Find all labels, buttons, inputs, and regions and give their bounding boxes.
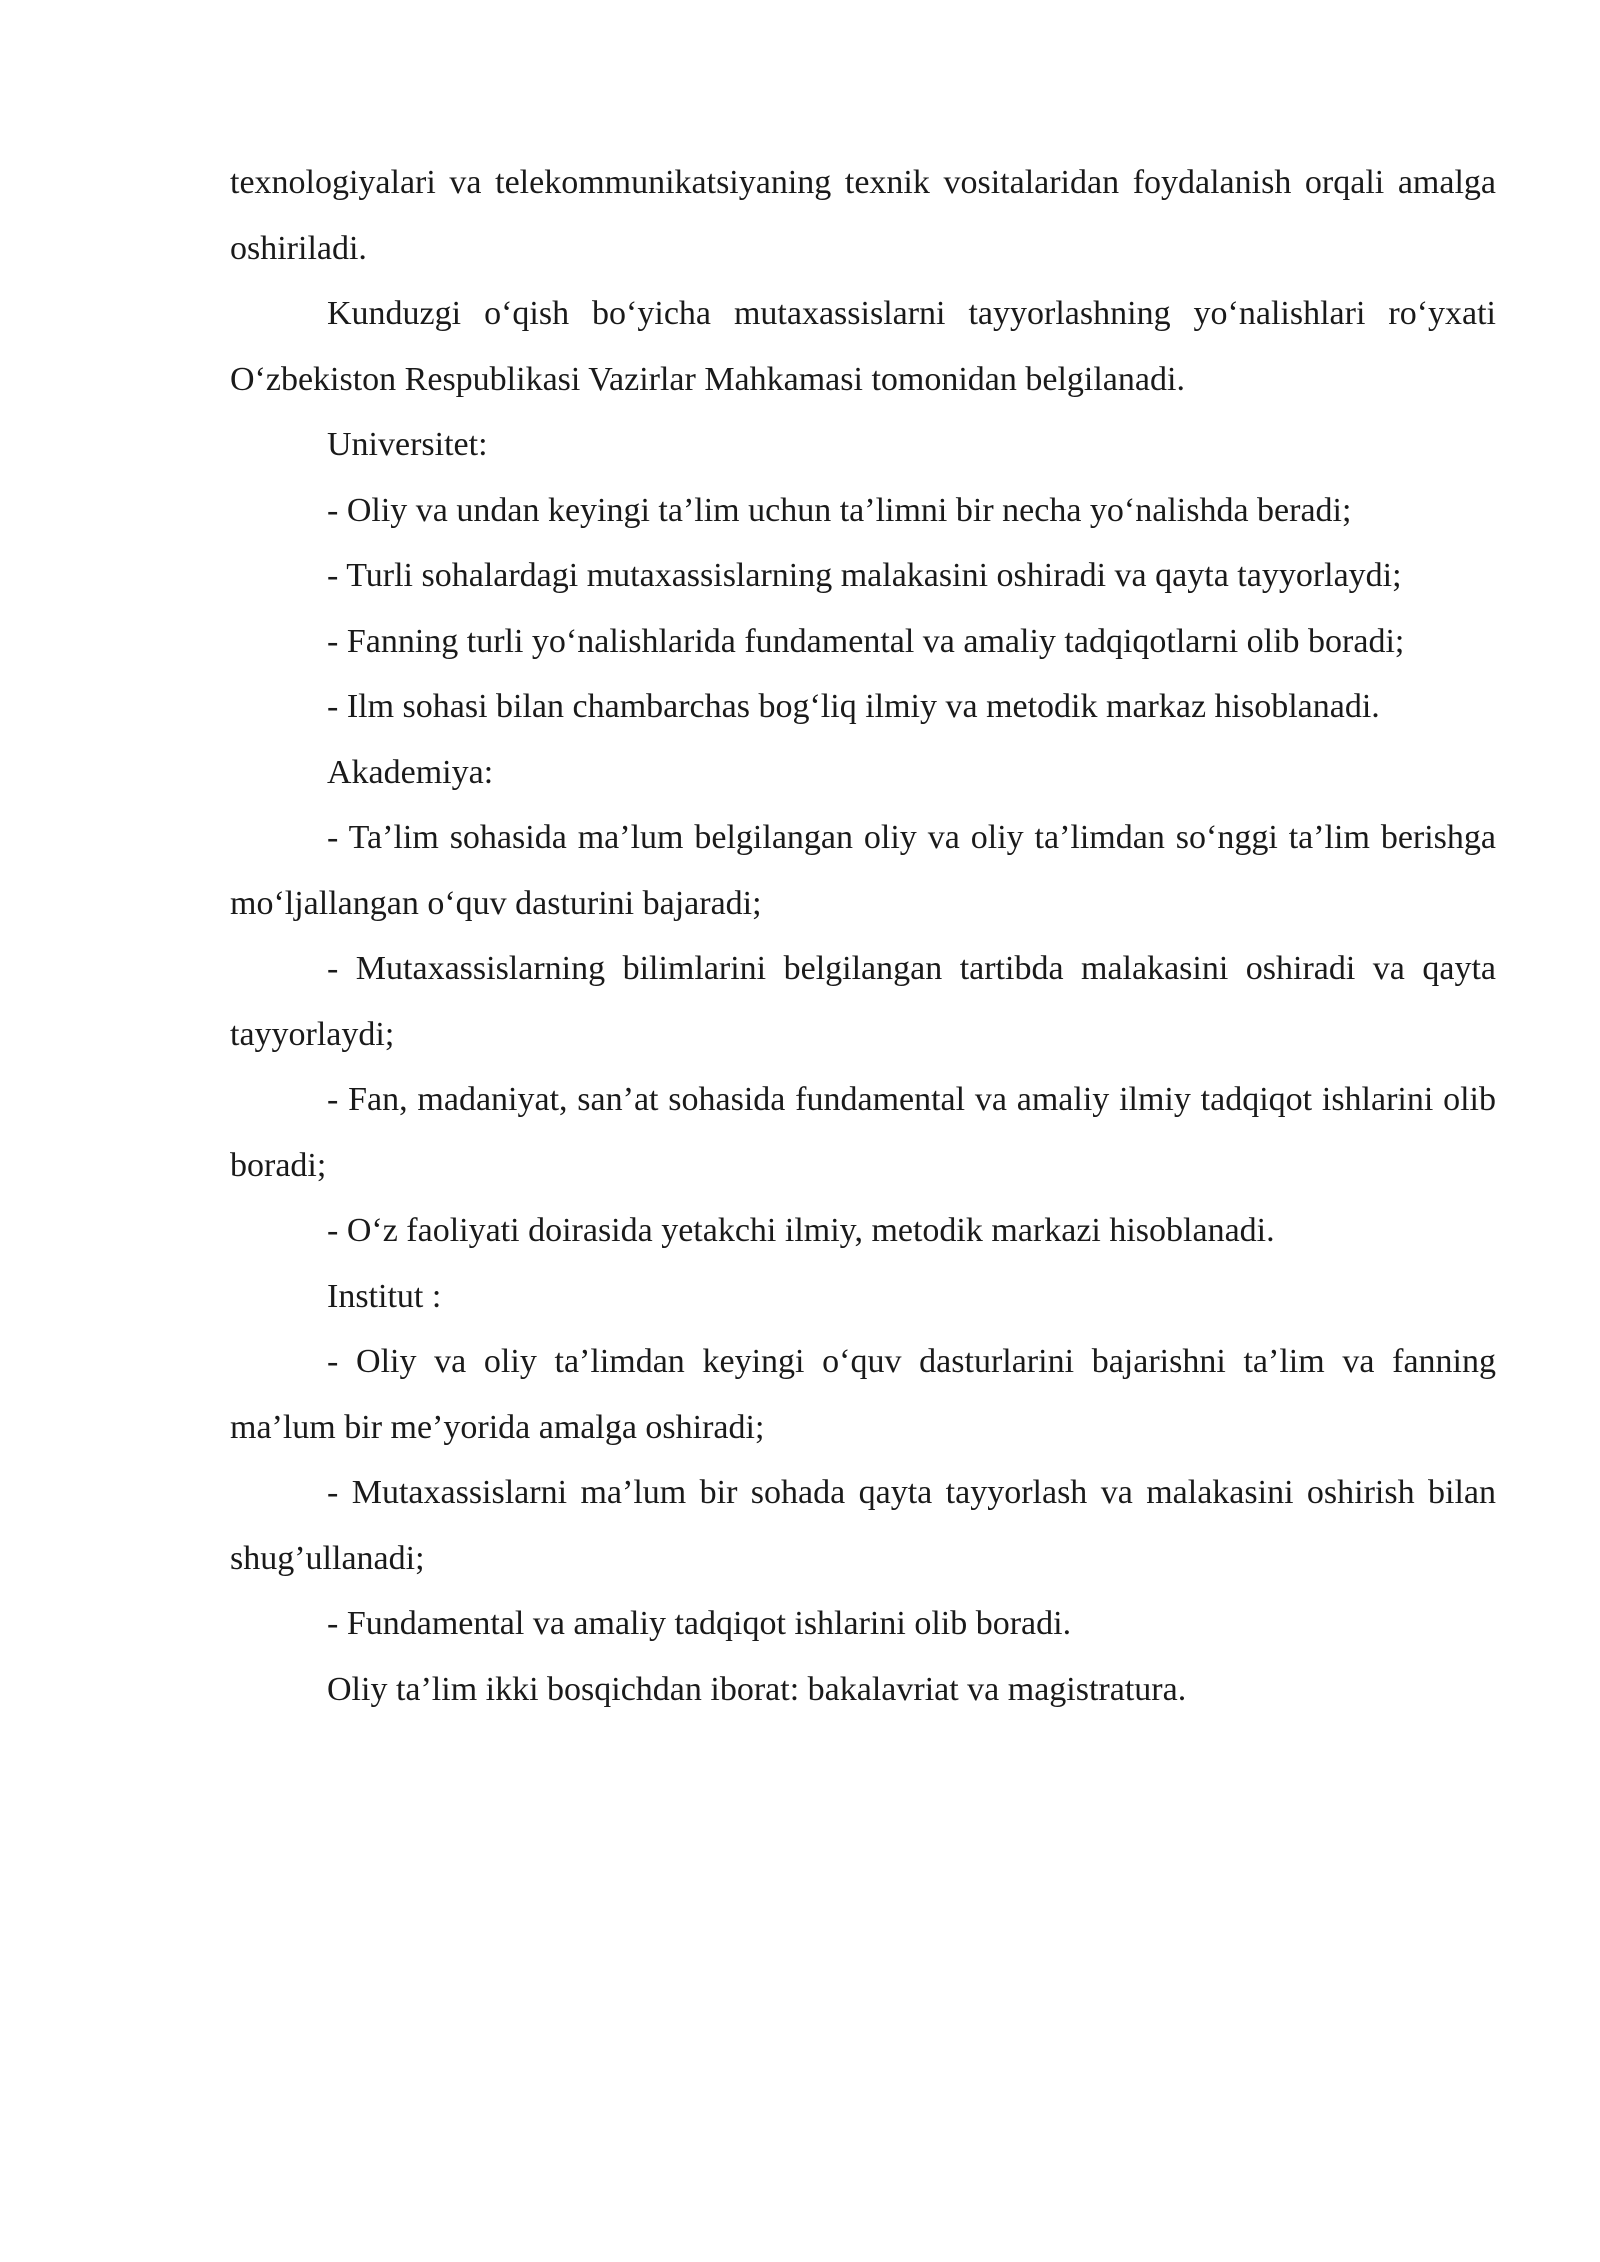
list-item: - Fan, madaniyat, san’at sohasida fundamental va amaliy ilmiy tadqiqot ishlarini olib boradi; (230, 1081, 1496, 1184)
list-item: - Fundamental va amaliy tadqiqot ishlarini olib boradi. (327, 1605, 1072, 1642)
paragraph-kunduzgi: Kunduzgi o‘qish bo‘yicha mutaxassislarni tayyorlashning yo‘nalishlari ro‘yxati O‘zbekiston Respublikasi Vazirlar Mahkamasi tomonidan belgilanadi. (230, 295, 1496, 398)
document-body (230, 150, 1496, 1722)
list-item: - Fanning turli yo‘nalishlarida fundamental va amaliy tadqiqotlarni olib boradi; (327, 622, 1405, 660)
list-item: - Ta’lim sohasida ma’lum belgilangan oliy va oliy ta’limdan so‘nggi ta’lim berishga mo‘ljallangan o‘quv dasturini bajaradi; (230, 819, 1496, 922)
list-item: - O‘z faoliyati doirasida yetakchi ilmiy, metodik markazi hisoblanadi. (327, 1212, 1275, 1249)
heading-institut: Institut : (327, 1277, 442, 1315)
list-item: - Mutaxassislarning bilimlarini belgilangan tartibda malakasini oshiradi va qayta tayyorlaydi; (230, 950, 1496, 1053)
paragraph-conclusion: Oliy ta’lim ikki bosqichdan iborat: bakalavriat va magistratura. (327, 1670, 1187, 1708)
list-item: - Oliy va oliy ta’limdan keyingi o‘quv dasturlarini bajarishni ta’lim va fanning ma’lum bir me’yorida amalga oshiradi; (230, 1343, 1496, 1446)
list-item: - Mutaxassislarni ma’lum bir sohada qayta tayyorlash va malakasini oshirish bilan shug’ullanadi; (230, 1474, 1496, 1577)
list-item: - Ilm sohasi bilan chambarchas bog‘liq ilmiy va metodik markaz hisoblanadi. (327, 688, 1380, 725)
list-item: - Oliy va undan keyingi ta’lim uchun ta’limni bir necha yo‘nalishda beradi; (327, 491, 1352, 529)
heading-universitet: Universitet: (327, 426, 488, 463)
heading-akademiya: Akademiya: (327, 753, 494, 791)
list-item: - Turli sohalardagi mutaxassislarning malakasini oshiradi va qayta tayyorlaydi; (327, 557, 1402, 594)
paragraph-continuation: texnologiyalari va telekommunikatsiyaning texnik vositalaridan foydalanish orqali amalga oshiriladi. (230, 164, 1496, 267)
